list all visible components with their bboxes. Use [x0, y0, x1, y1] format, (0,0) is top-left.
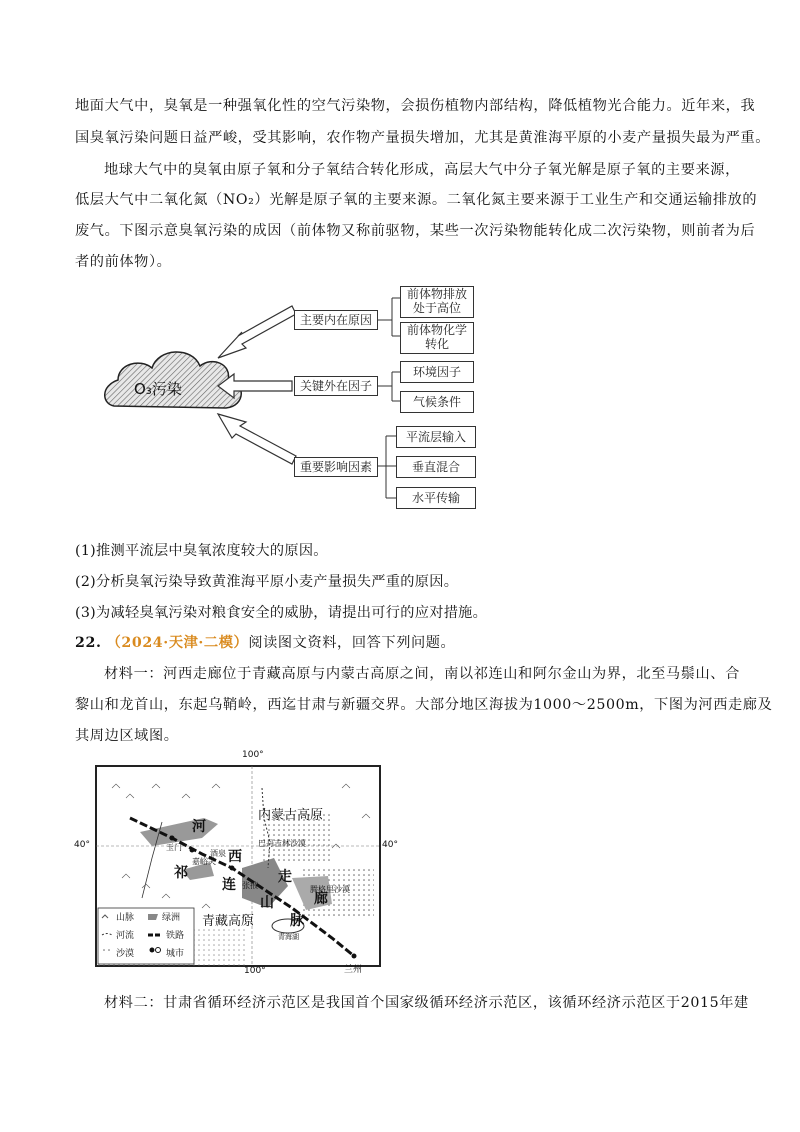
- tibet-plateau-label: 青藏高原: [202, 914, 255, 929]
- question-1: (1)推测平流层中臭氧浓度较大的原因。: [75, 543, 328, 559]
- question-3: (3)为减轻臭氧污染对粮食安全的威胁，请提出可行的应对措施。: [75, 605, 488, 621]
- city-zhangye: 张掖: [242, 881, 258, 890]
- legend-desert: 沙漠: [116, 949, 135, 959]
- material-1-line: 材料一：河西走廊位于青藏高原与内蒙古高原之间，南以祁连山和阿尔金山为界，北至马鬃山、合: [104, 666, 740, 682]
- corridor-char-zou: 走: [278, 869, 292, 885]
- ozone-cause-diagram: [100, 276, 500, 514]
- legend-railway: 铁路: [166, 931, 185, 941]
- paragraph-line: 者的前体物）。: [75, 254, 172, 270]
- lat-left-label: 40°: [74, 840, 90, 850]
- question-prompt: 阅读图文资料，回答下列问题。: [248, 635, 456, 651]
- question-number: 22.: [75, 635, 102, 651]
- main-cause-box: 主要内在原因: [294, 310, 378, 330]
- question-22-header: [75, 633, 455, 653]
- lon-top-label: 100°: [242, 750, 264, 760]
- paragraph-line: 地球大气中的臭氧由原子氧和分子氧结合转化形成，高层大气中分子氧光解是原子氧的主要来源，: [104, 162, 740, 178]
- paragraph-line: 地面大气中，臭氧是一种强氧化性的空气污染物，会损伤植物内部结构，降低植物光合能力。近年来，我: [75, 98, 756, 114]
- map-graphics: [92, 758, 384, 976]
- paragraph-line: 废气。下图示意臭氧污染的成因（前体物又称前驱物，某些一次污染物能转化成二次污染物，则前者为后: [75, 223, 756, 239]
- horizontal-transport-box: 水平传输: [396, 487, 476, 509]
- city-jiayuguan: 嘉峪关: [192, 857, 216, 866]
- paragraph-line: 低层大气中二氧化氮（NO₂）光解是原子氧的主要来源。二氧化氮主要来源于工业生产和交通运输排放的: [75, 192, 758, 208]
- precursor-emission-box: 前体物排放 处于高位: [400, 286, 474, 318]
- influence-factor-box: 重要影响因素: [294, 457, 378, 477]
- material-2-line: 材料二：甘肃省循环经济示范区是我国首个国家级循环经济示范区，该循环经济示范区于2015年建: [104, 995, 749, 1011]
- lat-right-label: 40°: [382, 840, 398, 850]
- qinghai-lake-label: 青海湖: [278, 933, 299, 941]
- key-factor-box: 关键外在因子: [294, 376, 378, 396]
- climate-condition-box: 气候条件: [400, 391, 474, 413]
- lon-bottom-label: 100°: [244, 966, 266, 976]
- stratosphere-input-box: 平流层输入: [396, 426, 476, 448]
- cloud-label: O₃污染: [134, 380, 182, 398]
- environment-factor-box: 环境因子: [400, 361, 474, 383]
- legend-oasis: 绿洲: [162, 913, 181, 923]
- arrow-middle-icon: [218, 374, 292, 398]
- inner-mongolia-label: 内蒙古高原: [258, 808, 324, 823]
- arrow-upper-icon: [218, 306, 296, 358]
- material-1-line: 黎山和龙首山，东起乌鞘岭，西迄甘肃与新疆交界。大部分地区海拔为1000～2500m，下图为河西走廊及: [75, 697, 773, 713]
- qilian-char-shan: 山: [260, 895, 274, 911]
- corridor-char-he: 河: [192, 819, 206, 835]
- vertical-mixing-box: 垂直混合: [396, 456, 476, 478]
- qilian-char-qi: 祁: [174, 865, 188, 881]
- tengger-desert-label: 腾格里沙漠: [310, 885, 350, 894]
- city-lanzhou: 兰州: [344, 965, 363, 975]
- legend-mountain: 山脉: [116, 913, 135, 923]
- city-jiuquan: 酒泉: [210, 849, 226, 858]
- arrow-lower-icon: [218, 414, 296, 464]
- qilian-char-lian: 连: [222, 877, 236, 893]
- corridor-char-lang: 廊: [314, 891, 328, 907]
- hexi-corridor-map: [74, 750, 398, 976]
- question-2: (2)分析臭氧污染导致黄淮海平原小麦产量损失严重的原因。: [75, 574, 459, 590]
- paragraph-line: 国臭氧污染问题日益严峻，受其影响，农作物产量损失增加，尤其是黄淮海平原的小麦产量损失最为严重。: [75, 130, 771, 146]
- question-source: （2024·天津·二模）: [106, 635, 249, 651]
- badain-desert-label: 巴丹吉林沙漠: [258, 839, 306, 848]
- material-1-line: 其周边区域图。: [75, 728, 179, 744]
- precursor-chemistry-box: 前体物化学 转化: [400, 322, 474, 354]
- corridor-char-xi: 西: [228, 849, 242, 865]
- legend-city: 城市: [166, 949, 185, 959]
- city-yumen: 玉门: [166, 843, 182, 852]
- legend-river: 河流: [116, 931, 135, 941]
- qilian-char-mai: 脉: [290, 913, 304, 929]
